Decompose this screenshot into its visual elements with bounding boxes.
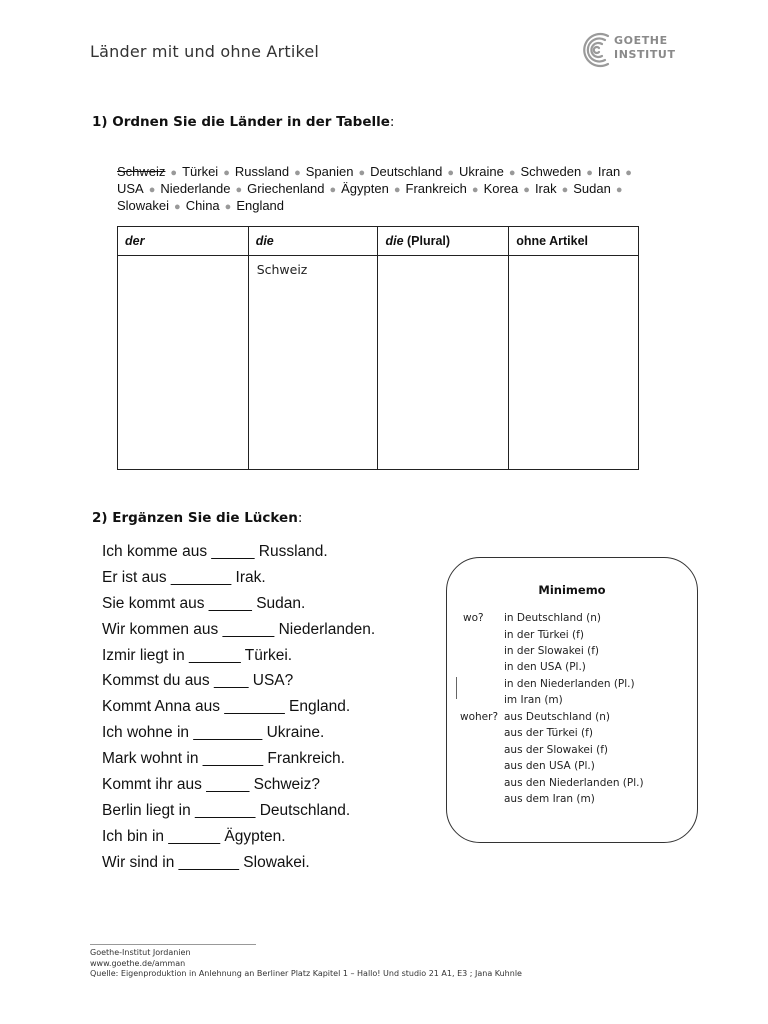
word-bank-line <box>117 198 657 215</box>
sentence: Er ist aus _______ Irak. <box>102 568 266 586</box>
answer-cell-die-plural[interactable] <box>378 256 509 470</box>
header-rest: ohne Artikel <box>516 234 588 248</box>
word-bank-item: Iran <box>597 164 621 179</box>
word-bank-item: Sudan <box>573 181 611 196</box>
word-bank-item: Schweden <box>520 164 582 179</box>
minimemo-woher-item: aus Deutschland (n) <box>504 711 610 723</box>
word-bank <box>117 164 657 215</box>
bullet-icon: ● <box>294 167 301 179</box>
word-bank-item: Spanien <box>305 164 354 179</box>
section-1-heading-colon: : <box>389 114 395 130</box>
sentence: Ich komme aus _____ Russland. <box>102 543 328 560</box>
logo-line-1: GOETHE <box>614 34 668 47</box>
sentence: Ich wohne in ________ Ukraine. <box>102 724 325 742</box>
word-bank-item: Korea <box>483 181 519 196</box>
logo-text <box>614 34 676 62</box>
footer-institute: Goethe-Institut Jordanien <box>90 948 191 957</box>
word-bank-line <box>117 164 657 181</box>
sentence: Mark wohnt in _______ Frankreich. <box>102 750 345 768</box>
word-bank-item: Deutschland <box>370 164 443 179</box>
bullet-icon: ● <box>393 184 401 196</box>
header-rest: (Plural) <box>403 234 451 248</box>
bullet-icon: ● <box>223 167 230 179</box>
header-italic: die <box>255 234 274 248</box>
section-2-heading-text: 2) Ergänzen Sie die Lücken <box>92 510 298 526</box>
minimemo-woher-label: woher? <box>460 711 499 723</box>
answer-cell-die[interactable] <box>248 256 378 470</box>
sorting-table <box>117 226 639 470</box>
section-1-heading-text: 1) Ordnen Sie die Länder in der Tabelle <box>92 114 390 130</box>
header-italic: der <box>125 234 145 248</box>
bullet-icon: ● <box>148 184 156 196</box>
minimemo-woher-item: aus der Türkei (f) <box>504 727 593 739</box>
sentence: Wir kommen aus ______ Niederlanden. <box>102 620 376 638</box>
footer <box>90 948 522 980</box>
word-bank-line <box>117 181 657 198</box>
column-header-die <box>248 227 378 256</box>
word-bank-item: Niederlande <box>160 181 231 196</box>
sentence: Kommt Anna aus _______ England. <box>102 698 351 716</box>
minimemo-wo-item: in Deutschland (n) <box>504 612 601 624</box>
bullet-icon: ● <box>224 201 232 213</box>
sentence: Sie kommt aus _____ Sudan. <box>102 594 306 612</box>
minimemo-box <box>446 557 698 843</box>
minimemo-woher-item: aus den Niederlanden (Pl.) <box>504 777 644 789</box>
column-header-ohne-artikel <box>509 227 639 256</box>
minimemo-wo-item: in den Niederlanden (Pl.) <box>504 678 635 690</box>
sentence: Ich bin in ______ Ägypten. <box>102 827 286 845</box>
word-bank-item: Irak <box>534 181 557 196</box>
page-title: Länder mit und ohne Artikel <box>90 42 320 61</box>
bullet-icon: ● <box>586 167 593 179</box>
bullet-icon: ● <box>235 184 243 196</box>
answer-ohne-artikel <box>509 256 638 262</box>
answer-die-plural <box>378 256 508 262</box>
word-bank-item: Russland <box>234 164 290 179</box>
bullet-icon: ● <box>508 167 516 179</box>
word-bank-item: Ukraine <box>459 164 504 179</box>
word-bank-item: Frankreich <box>405 181 467 196</box>
minimemo-wo-item: in der Türkei (f) <box>504 629 584 641</box>
margin-mark <box>456 677 457 699</box>
sentence: Berlin liegt in _______ Deutschland. <box>102 801 351 819</box>
word-bank-item: China <box>185 198 220 213</box>
minimemo-wo-item: in den USA (Pl.) <box>504 661 586 673</box>
goethe-institut-logo <box>578 28 690 76</box>
answer-cell-ohne-artikel[interactable] <box>509 256 639 470</box>
bullet-icon: ● <box>561 184 569 196</box>
minimemo-wo-item: im Iran (m) <box>504 694 563 706</box>
word-bank-item: Schweiz <box>117 164 166 179</box>
minimemo-wo-item: in der Slowakei (f) <box>504 645 600 657</box>
section-2-heading-colon: : <box>297 510 303 526</box>
minimemo-woher-item: aus den USA (Pl.) <box>504 760 595 772</box>
word-bank-item: Griechenland <box>247 181 325 196</box>
column-header-die-plural <box>378 227 509 256</box>
bullet-icon: ● <box>625 167 632 179</box>
logo-line-2: INSTITUT <box>614 48 676 61</box>
bullet-icon: ● <box>329 184 337 196</box>
word-bank-item: Ägypten <box>341 181 389 196</box>
answer-cell-der[interactable] <box>118 256 249 470</box>
bullet-icon: ● <box>523 184 530 196</box>
table-answer-row <box>118 256 639 470</box>
word-bank-item: Slowakei <box>117 198 170 213</box>
word-bank-item: England <box>236 198 285 213</box>
minimemo-title: Minimemo <box>538 583 606 597</box>
header-italic: die <box>385 234 404 248</box>
goethe-logo-icon <box>578 28 612 72</box>
bullet-icon: ● <box>615 184 623 196</box>
answer-die: Schweiz <box>256 262 308 277</box>
minimemo-woher-item: aus der Slowakei (f) <box>504 744 609 756</box>
column-header-der <box>118 227 249 256</box>
sentence: Izmir liegt in ______ Türkei. <box>102 646 293 664</box>
footer-divider <box>90 944 256 945</box>
minimemo-wo-label: wo? <box>463 612 484 624</box>
gap-fill-sentences <box>102 539 375 876</box>
minimemo-woher-item: aus dem Iran (m) <box>504 793 595 805</box>
footer-source: Quelle: Eigenproduktion in Anlehnung an Berliner Platz Kapitel 1 – Hallo! Und studio 21 A1, E3 ; Jana Kuhnle <box>90 969 522 978</box>
section-2-heading <box>92 510 302 526</box>
sentence: Kommst du aus ____ USA? <box>102 672 294 690</box>
answer-der <box>118 256 248 262</box>
footer-website: www.goethe.de/amman <box>90 958 186 968</box>
bullet-icon: ● <box>447 167 455 179</box>
bullet-icon: ● <box>471 184 479 196</box>
bullet-icon: ● <box>174 201 181 213</box>
word-bank-item: Türkei <box>182 164 219 179</box>
sentence: Wir sind in _______ Slowakei. <box>102 853 310 871</box>
section-1-heading <box>92 114 394 130</box>
sentence: Kommt ihr aus _____ Schweiz? <box>102 776 320 794</box>
table-header-row <box>118 227 639 256</box>
bullet-icon: ● <box>358 167 366 179</box>
bullet-icon: ● <box>170 167 178 179</box>
word-bank-item: USA <box>117 181 144 196</box>
